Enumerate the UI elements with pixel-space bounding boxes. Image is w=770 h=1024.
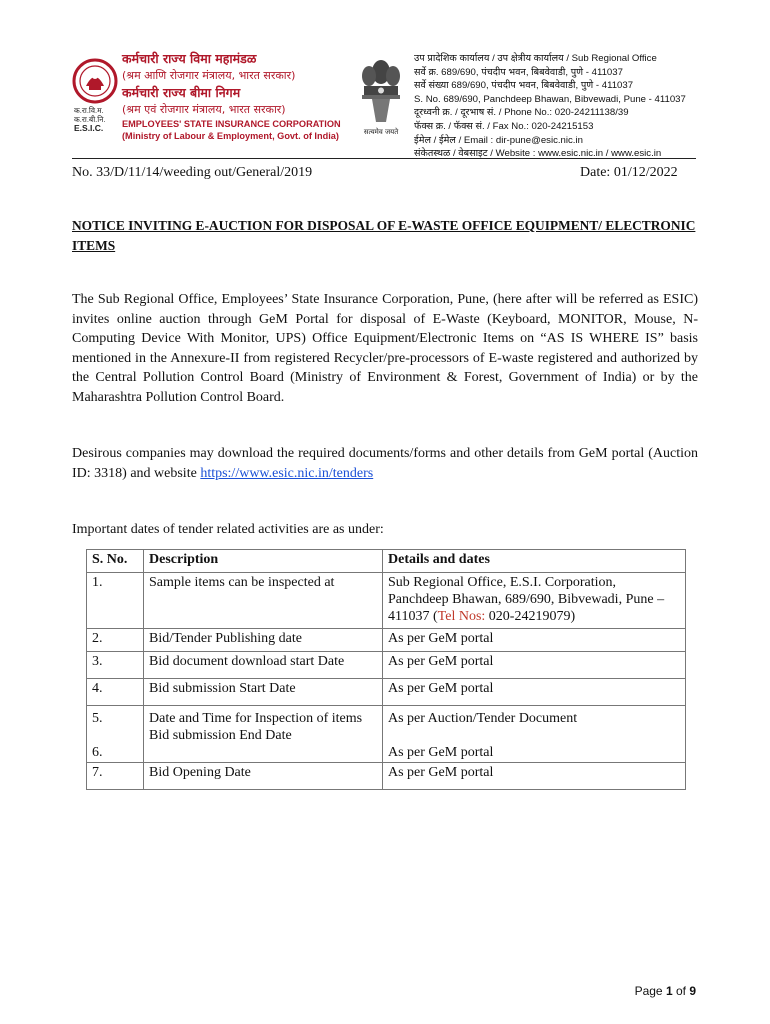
tel-label: Tel Nos: bbox=[437, 609, 486, 624]
row-description-5: Date and Time for Inspection of items bbox=[149, 711, 363, 726]
org-abbreviations bbox=[74, 106, 120, 133]
row-details: As per GeM portal bbox=[383, 652, 686, 679]
table-row bbox=[87, 763, 686, 790]
intro-paragraph: The Sub Regional Office, Employees’ State Insurance Corporation, Pune, (here after will be referred as ESIC) invites online auction through GeM Portal for disposal of E-Waste (Keyboard, MONITOR, Mouse, N-Computing Device With Monitor, UPS) Office Equipment/Electronic Items on “AS IS WHERE IS” basis mentioned in the Annexure-II from registered Recycler/pre-processors of E-waste registered and authorized by the Central Pollution Control Board (Ministry of Environment & Forest, Government of India) or by the Maharashtra Pollution Control Board. bbox=[72, 292, 698, 405]
row-sno: 3. bbox=[87, 652, 144, 679]
row-details bbox=[383, 706, 686, 763]
row-details: As per GeM portal bbox=[383, 629, 686, 652]
national-emblem bbox=[352, 52, 410, 134]
national-emblem-icon bbox=[352, 52, 410, 128]
row-description: Sample items can be inspected at bbox=[144, 573, 383, 629]
row-details-6: As per GeM portal bbox=[388, 745, 494, 760]
row-sno: 4. bbox=[87, 679, 144, 706]
row-description: Bid Opening Date bbox=[144, 763, 383, 790]
address-line-fax: फॅक्स क्र. / फॅक्स सं. / Fax No.: 020-24215153 bbox=[414, 120, 594, 132]
row-sno: 2. bbox=[87, 629, 144, 652]
reference-number: No. 33/D/11/14/weeding out/General/2019 bbox=[72, 165, 313, 180]
org-name-marathi: कर्मचारी राज्य विमा महामंडळ bbox=[122, 51, 257, 66]
office-address-block bbox=[414, 52, 704, 161]
row-sno-5: 5. bbox=[92, 711, 103, 726]
abbr-line-3: E.S.I.C. bbox=[74, 123, 104, 133]
download-paragraph bbox=[72, 444, 698, 483]
page-label: Page bbox=[634, 984, 666, 998]
abbr-line-2: क.रा.बी.नि. bbox=[74, 115, 106, 124]
org-ministry-english: (Ministry of Labour & Employment, Govt. of India) bbox=[122, 131, 339, 141]
row-description: Bid/Tender Publishing date bbox=[144, 629, 383, 652]
row-description: Bid submission Start Date bbox=[144, 679, 383, 706]
letterhead-org bbox=[72, 50, 362, 146]
col-header-sno: S. No. bbox=[87, 550, 144, 573]
row-details-5: As per Auction/Tender Document bbox=[388, 711, 578, 726]
table-row bbox=[87, 629, 686, 652]
org-name-english: EMPLOYEES' STATE INSURANCE CORPORATION bbox=[122, 119, 341, 129]
dates-intro: Important dates of tender related activities are as under: bbox=[72, 522, 384, 537]
address-line-email: ईमेल / ईमेल / Email : dir-pune@esic.nic.in bbox=[414, 134, 583, 146]
row-details bbox=[383, 573, 686, 629]
table-row bbox=[87, 573, 686, 629]
row-details: As per GeM portal bbox=[383, 679, 686, 706]
page-number bbox=[635, 984, 696, 998]
row-details: As per GeM portal bbox=[383, 763, 686, 790]
row-description bbox=[144, 706, 383, 763]
org-name-hindi: कर्मचारी राज्य बीमा निगम bbox=[122, 85, 241, 100]
row-sno-6: 6. bbox=[92, 745, 103, 760]
address-line-marathi: सर्वे क्र. 689/690, पंचदीप भवन, बिबवेवाडी, पुणे - 411037 bbox=[414, 66, 623, 78]
address-line-english: S. No. 689/690, Panchdeep Bhawan, Bibvewadi, Pune - 411037 bbox=[414, 93, 686, 105]
org-ministry-hindi: (श्रम एवं रोजगार मंत्रालय, भारत सरकार) bbox=[122, 103, 286, 116]
table-header-row bbox=[87, 550, 686, 573]
table-row bbox=[87, 679, 686, 706]
page-of: of bbox=[672, 984, 690, 998]
emblem-caption: सत्यमेव जयते bbox=[363, 128, 399, 136]
document-date: Date: 01/12/2022 bbox=[580, 165, 678, 180]
header-divider bbox=[72, 158, 696, 159]
org-name-block bbox=[122, 50, 367, 142]
esic-logo-icon bbox=[72, 58, 118, 104]
address-line-phone: दूरध्वनी क्र. / दूरभाष सं. / Phone No.: 020-24211138/39 bbox=[414, 107, 629, 119]
address-line-office: उप प्रादेशिक कार्यालय / उप क्षेत्रीय कार्यालय / Sub Regional Office bbox=[414, 53, 657, 64]
col-header-details: Details and dates bbox=[383, 550, 686, 573]
row-sno: 7. bbox=[87, 763, 144, 790]
address-line-website: संकेतस्थळ / वेबसाइट / Website : www.esic.nic.in / www.esic.in bbox=[414, 148, 662, 160]
page-total: 9 bbox=[689, 984, 696, 998]
row-description: Bid document download start Date bbox=[144, 652, 383, 679]
col-header-description: Description bbox=[144, 550, 383, 573]
important-dates-table bbox=[86, 549, 686, 790]
abbr-line-1: क.रा.वि.म. bbox=[74, 106, 104, 115]
page-current: 1 bbox=[665, 984, 673, 998]
row-details-text: Sub Regional Office, E.S.I. Corporation, Panchdeep Bhawan, 689/690, Bibvewadi, Pune – 411037 ( bbox=[388, 575, 665, 624]
address-line-hindi: सर्वे संख्या 689/690, पंचदीप भवन, बिबवेवाडी, पुणे - 411037 bbox=[414, 80, 634, 92]
notice-title: NOTICE INVITING E-AUCTION FOR DISPOSAL OF E-WASTE OFFICE EQUIPMENT/ ELECTRONIC ITEMS bbox=[72, 218, 696, 253]
row-description-6: Bid submission End Date bbox=[149, 728, 292, 743]
table-row bbox=[87, 706, 686, 763]
row-sno: 1. bbox=[87, 573, 144, 629]
org-ministry-marathi: (श्रम आणि रोजगार मंत्रालय, भारत सरकार) bbox=[122, 69, 296, 82]
download-paragraph-text: Desirous companies may download the required documents/forms and other details from GeM portal (Auction ID: 3318) and website bbox=[72, 446, 698, 481]
row-sno bbox=[87, 706, 144, 763]
tel-value: 020-24219079) bbox=[485, 609, 576, 624]
table-row bbox=[87, 652, 686, 679]
tenders-link[interactable]: https://www.esic.nic.in/tenders bbox=[200, 465, 374, 481]
